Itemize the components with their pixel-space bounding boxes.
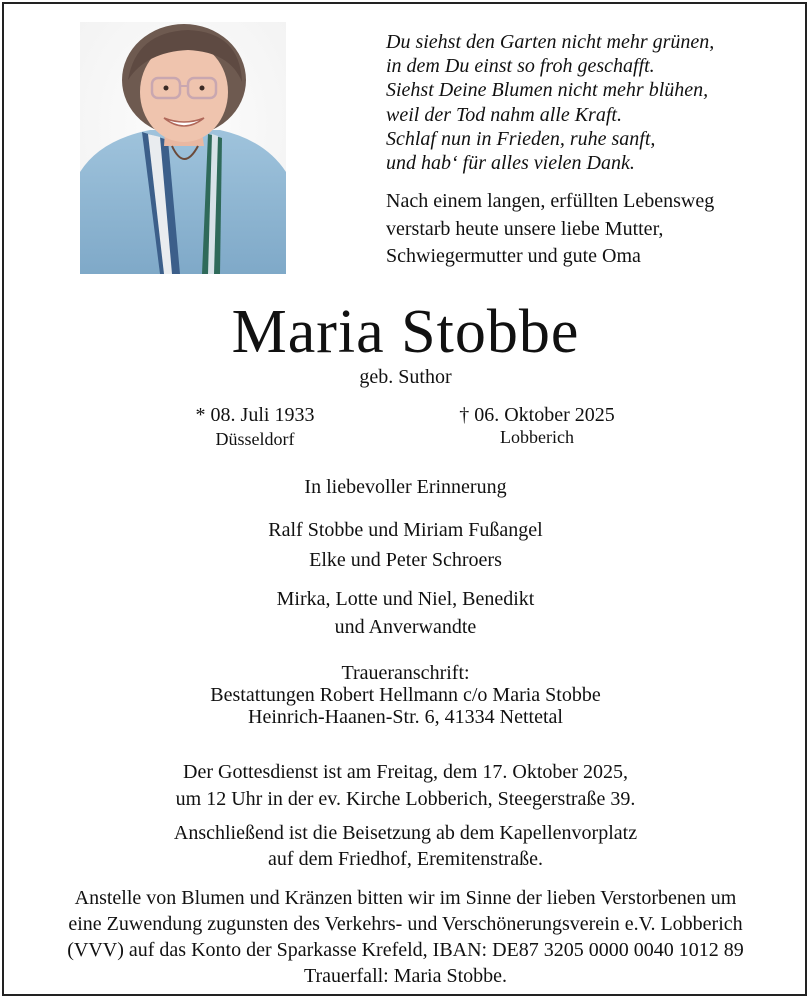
donation-line: Trauerfall: Maria Stobbe. bbox=[303, 965, 508, 987]
poem-line: in dem Du einst so froh geschafft. bbox=[386, 55, 655, 78]
family-line: Ralf Stobbe und Miriam Fußangel bbox=[268, 519, 543, 541]
poem-line: Schlaf nun in Frieden, ruhe sanft, bbox=[386, 127, 656, 150]
poem-line: Siehst Deine Blumen nicht mehr blühen, bbox=[386, 79, 709, 102]
service-line: Anschließend ist die Beisetzung ab dem Kapellenvorplatz bbox=[173, 822, 638, 844]
deceased-name: Maria Stobbe bbox=[231, 298, 580, 366]
address-heading: Traueranschrift: bbox=[341, 662, 470, 684]
memorial-line: In liebevoller Erinnerung bbox=[304, 476, 507, 498]
address-line: Bestattungen Robert Hellmann c/o Maria Stobbe bbox=[210, 684, 601, 706]
family-line: und Anverwandte bbox=[334, 616, 477, 638]
birth-date: * 08. Juli 1933 bbox=[195, 404, 315, 426]
service-line: auf dem Friedhof, Eremitenstraße. bbox=[268, 848, 543, 870]
birth-name: geb. Suthor bbox=[359, 366, 452, 388]
service-line: um 12 Uhr in der ev. Kirche Lobberich, Steegerstraße 39. bbox=[175, 788, 636, 810]
poem-line: weil der Tod nahm alle Kraft. bbox=[386, 103, 622, 126]
service-line: Der Gottesdienst ist am Freitag, dem 17. Oktober 2025, bbox=[183, 761, 628, 783]
portrait-photo bbox=[80, 22, 286, 274]
intro-line: verstarb heute unsere liebe Mutter, bbox=[386, 217, 664, 240]
birth-place: Düsseldorf bbox=[215, 429, 295, 449]
donation-line: eine Zuwendung zugunsten des Verkehrs- und Verschönerungsverein e.V. Lobberich bbox=[68, 913, 743, 935]
poem bbox=[386, 30, 786, 175]
donation-line: (VVV) auf das Konto der Sparkasse Krefeld, IBAN: DE87 3205 0000 0040 1012 89 bbox=[67, 939, 744, 961]
poem-line: Du siehst den Garten nicht mehr grünen, bbox=[386, 31, 715, 53]
intro-text bbox=[386, 188, 786, 271]
donation-line: Anstelle von Blumen und Kränzen bitten wir im Sinne der lieben Verstorbenen um bbox=[74, 887, 737, 909]
intro-line: Nach einem langen, erfüllten Lebensweg bbox=[386, 190, 715, 212]
death-date: † 06. Oktober 2025 bbox=[459, 404, 615, 426]
poem-line: und hab‘ für alles vielen Dank. bbox=[386, 152, 635, 175]
intro-line: Schwiegermutter und gute Oma bbox=[386, 245, 641, 267]
address-line: Heinrich-Haanen-Str. 6, 41334 Nettetal bbox=[248, 706, 563, 728]
family-line: Elke und Peter Schroers bbox=[309, 549, 502, 571]
death-place: Lobberich bbox=[500, 427, 574, 447]
family-line: Mirka, Lotte und Niel, Benedikt bbox=[276, 588, 535, 610]
